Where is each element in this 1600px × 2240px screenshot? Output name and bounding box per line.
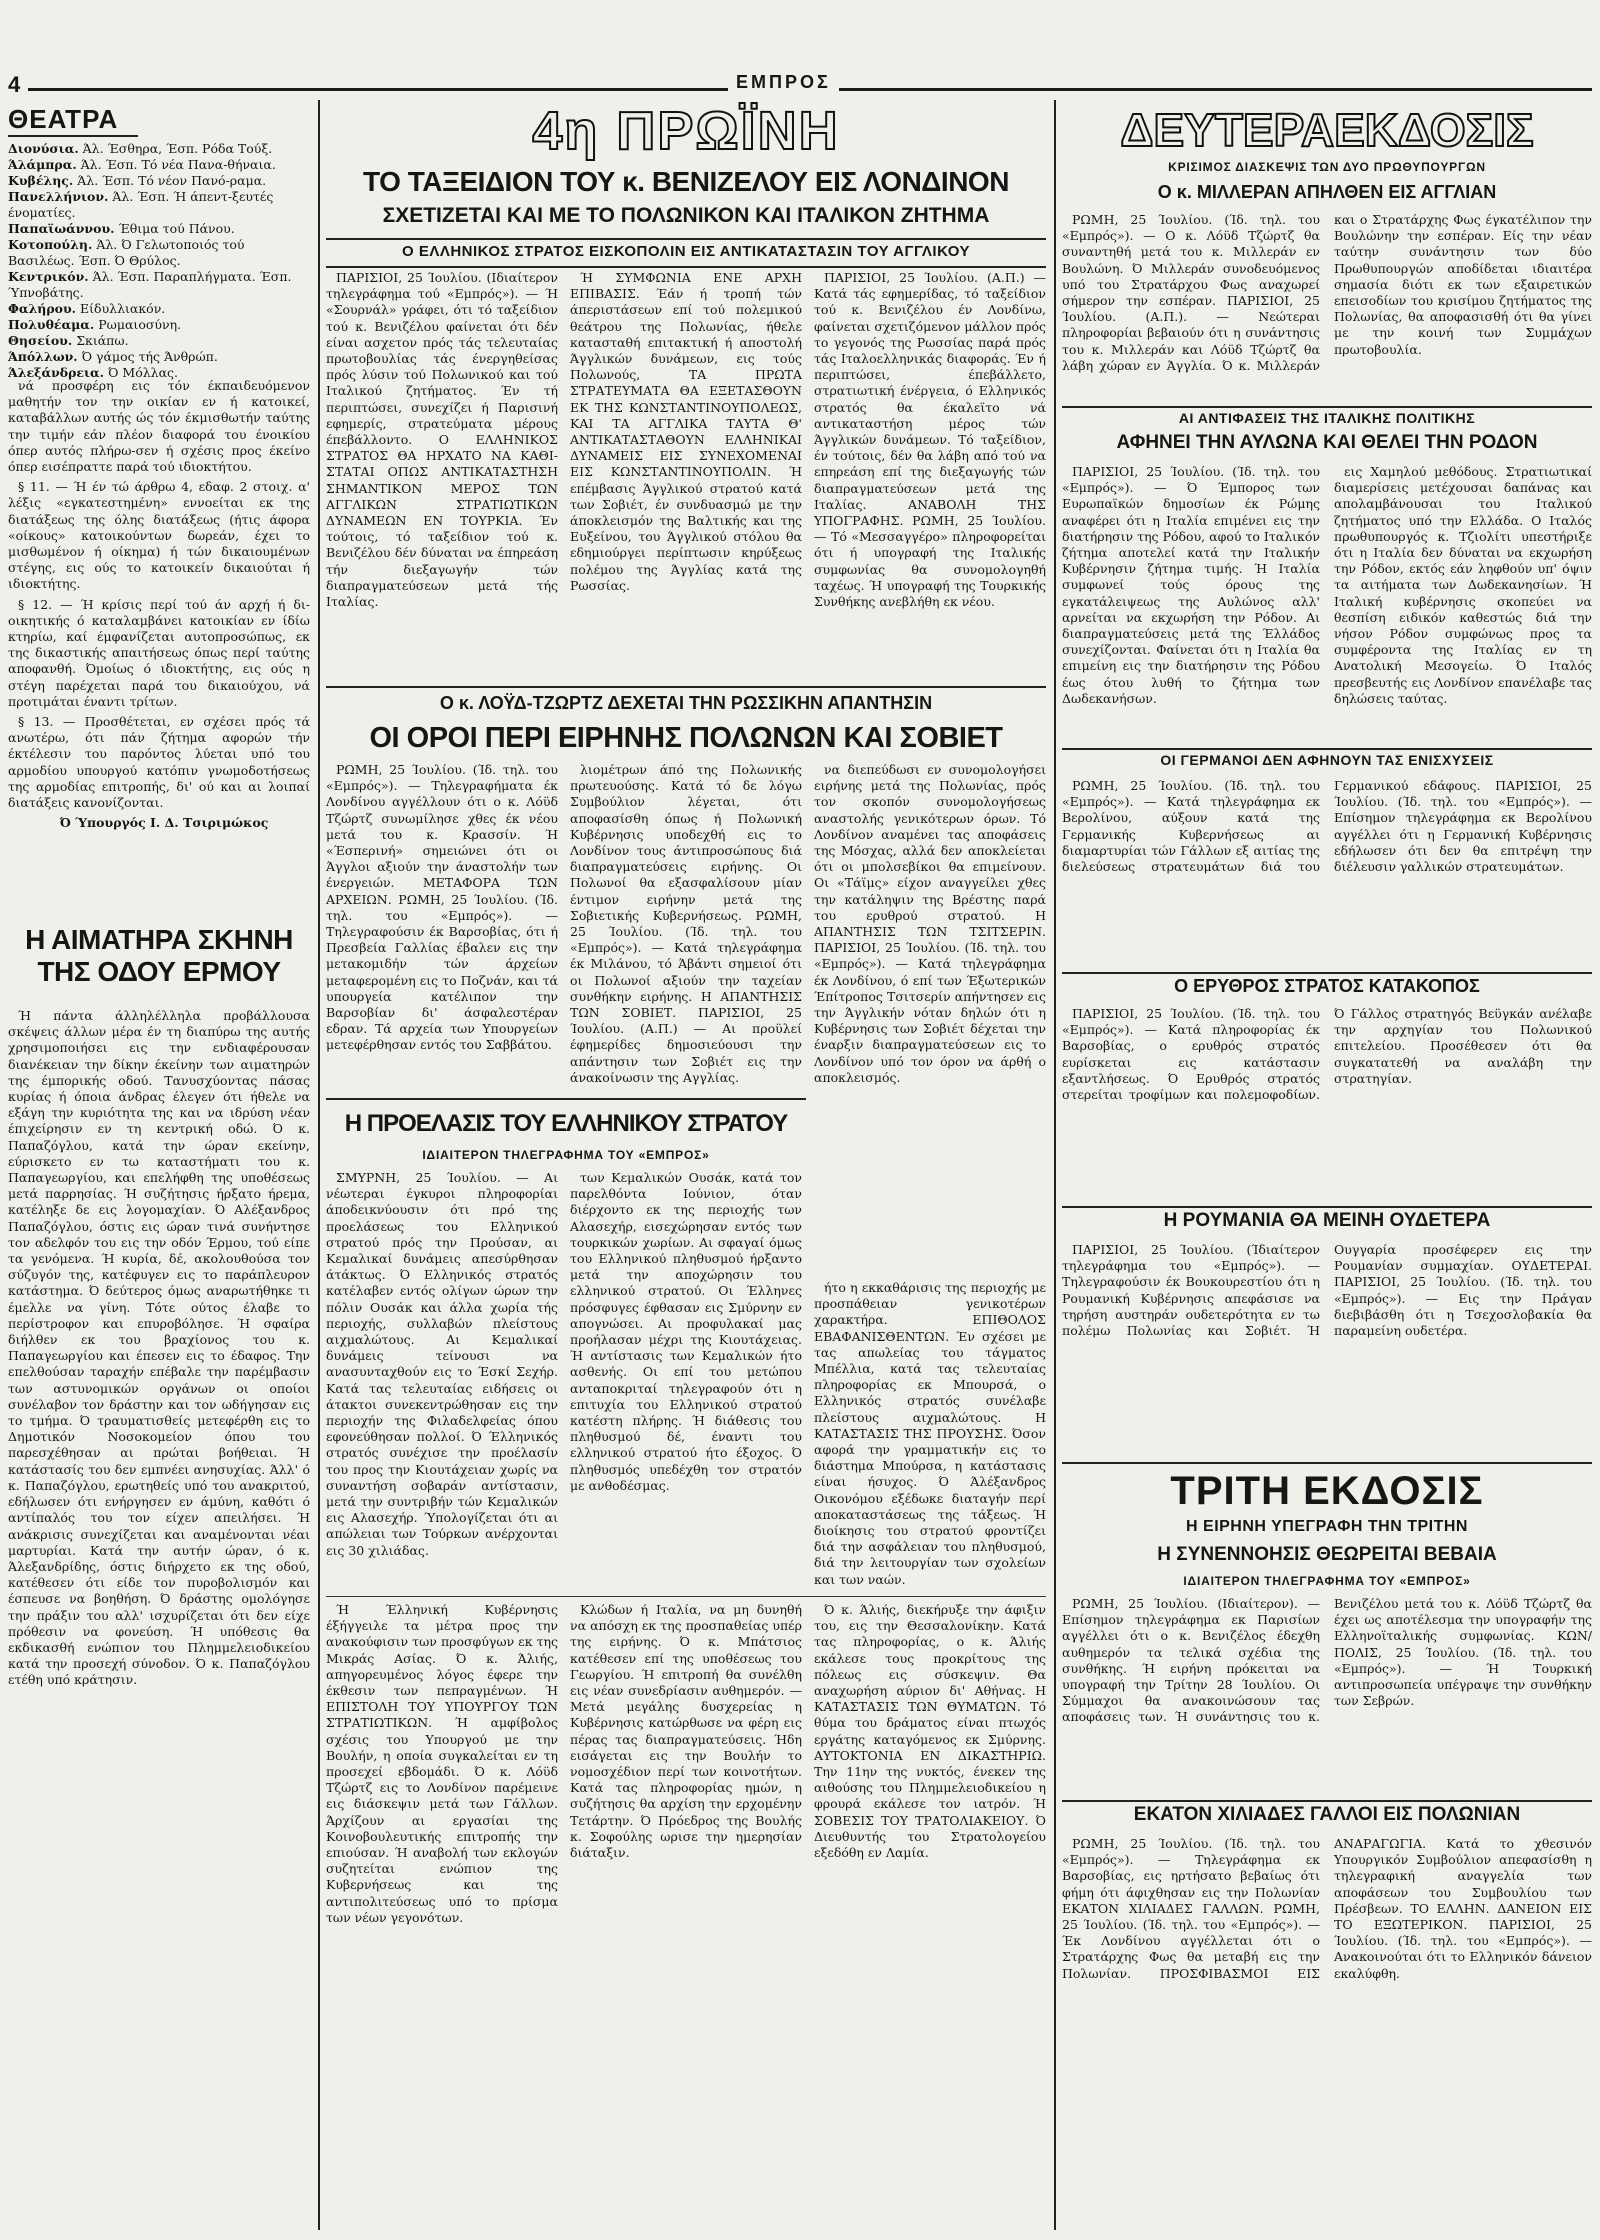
army-headline-block (326, 1102, 806, 1146)
theater-item (8, 317, 310, 333)
masthead (8, 72, 1592, 98)
bottom-column-2 (570, 1602, 802, 2230)
main-headline-2-block (326, 204, 1046, 234)
german-head-block (1062, 752, 1592, 774)
bottom-col1-text: Ή Έλληνική Κυβέρνησις έξήγγειλε τα μέτρα προς την ανακούφισιν των προσφύγων εκ της Μικράς Ασίας. Ό κ. Άλιής, απηγορευμένος λόγος έφερε την έκθεσιν των πεπραγμένων. Ή ΕΠΙΣΤΟΛΗ ΤΟΥ ΥΠΟΥΡΓΟΥ ΤΩΝ ΣΤΡΑΤΙΩΤΙΚΩΝ. Ή αμφίβολος σχέσις του Υπουργού με την Βουλήν, η οποία συγκαλείται εν τη προσεχεί εβδομάδι. Ό κ. Λόϋδ Τζώρτζ εις το Λονδίνον παρέμεινε εις διάσκεψιν μετά των Γάλλων. Άρχίζουν αι εργασίαι της Κοινοβουλευτικής επιτροπής την επιούσαν. Ή αναβολή των εκλογών συζητείται ενώπιον της Κυβερνήσεως και της αντιπολιτεύσεως υπό το πρίσμα των νέων γεγονότων. (326, 1602, 558, 1925)
millerand-text-block (1062, 212, 1592, 402)
story1-col3-text: ΠΑΡΙΣΙΟΙ, 25 Ίουλίου. (Α.Π.) — Κατά τάς εφημερίδας, τό ταξείδιον τού κ. Βενιζέλου έν Λονδίνω, φαίνεται σχετιζόμενον μάλλον πρός το γεγονός της Ρωσσίας παρά πρός τάς Ιταλοελληνικάς διαφοράς. Έν ή περιπτώσει, έπεβάλλετο, στρατιωτική ένέργεια, ό Ελληνικός στρατός θα έκαλεϊτο νά αντικαταστήση μέρος τών Άγγλικών δυνάμεων. Τό ταξείδιον, έν τούτοις, δέν θα λάβη από τού να επηρεάση επί της διεξαγωγής τών διαπραγματεύσεων μετά της Ιταλίας. ΑΝΑΒΟΛΗ ΤΗΣ ΥΠΟΓΡΑΦΗΣ. ΡΩΜΗ, 25 Ίουλίου. — Τό «Μεσσαγγέρο» πληροφορείται ότι ή υπογραφή της Ιταλικής συμφωνίας θα συνομολογηθή ταχέως. Ή υπογραφή της Τουρκικής Συνθήκης ανεβλήθη εκ νέου. (814, 270, 1046, 610)
theater-program: Ρωμαιοσύνη. (98, 317, 182, 332)
millerand-text: ΡΩΜΗ, 25 Ίουλίου. (Ίδ. τηλ. του «Εμπρός»). — Ο κ. Λόϋδ Τζώρτζ θα συναντηθή μετά του κ. Μιλλεράν εν Βουλώνη. Ό Μιλλεράν συνοδευόμενος υπό του Στρατάρχου Φως αναχωρεί σήμερον την εσπέραν. ΠΑΡΙΣΙΟΙ, 25 Ίουλίου. (Α.Π.). — Νεώτεραι πληροφορίαι βεβαιούν ότι η συνάντησις του κ. Μιλλεράν και Λόϋδ Τζώρτζ θα λάβη χώραν εν Άγγλία. Ό κ. Μιλλεράν και ο Στρατάρχης Φως έγκατέλιπον την Βουλώνην την εσπέραν. Είς την νέαν ταύτην συνάντησιν των δύο Πρωθυπουργών αποδίδεται ιδιαιτέρα σημασία διότι εκ των εξαιρετικών επεισοδίων του κρισίμου ζητήματος της Πολωνίας, θα αποφασισθή ότι θα γίνει με την κοινή των Συμμάχων πρωτοβουλία. (1062, 212, 1592, 373)
section-rule (1062, 1206, 1592, 1208)
theater-name: Πολυθέαμα. (8, 317, 95, 332)
main-headline-3: Ο ΕΛΛΗΝΙΚΟΣ ΣΤΡΑΤΟΣ ΕΙΣΚΟΠΟΛΙΝ ΕΙΣ ΑΝΤΙΚΑΤΑΣΤΑΣΙΝ ΤΟΥ ΑΓΓΛΙΚΟΥ (402, 243, 970, 260)
theaters-section (8, 104, 310, 380)
theater-item (8, 301, 310, 317)
main-headline-3-block (326, 238, 1046, 268)
army-subhead: ΙΔΙΑΙΤΕΡΟΝ ΤΗΛΕΓΡΑΦΗΜΑ ΤΟΥ «ΕΜΠΡΟΣ» (422, 1148, 710, 1162)
italy-text-1: ΠΑΡΙΣΙΟΙ, 25 Ίουλίου. (Ίδ. τηλ. του «Εμπρός»). — Ό Έμπορος των Ευρωπαϊκών δημοσίων έκ Ρώμης αναφέρει ότι η Ιταλία επιμένει εις την διατήρησιν της Ρόδου, αφού το Ιταλικόν ζήτημα αποτελεί κατά την Ιταλικήν Κυβέρνησιν ζήτημα τιμής. Ή Ιταλία συμφωνεί τούς όρους της εγκατάλειψεως της Αυλώνος αλλ' αρνείται να εκχωρήση την Ρόδον. Αι διαπραγματεύσεις μετά της Έλλάδος συνεχίζονται. Φαίνεται ότι η Ιταλία θα επιμείνη εις την διατήρησιν της Ρόδου έως ότου λυθή το ζήτημα των Δωδεκανήσων. (1062, 464, 1320, 706)
millerand-head-block (1062, 182, 1592, 208)
romania-head-block (1062, 1210, 1592, 1238)
german-text-block (1062, 778, 1592, 968)
theater-name: Άλεξάνδρεια. (8, 365, 105, 380)
red-army-head-block (1062, 976, 1592, 1002)
theater-name: Άλάμπρα. (8, 157, 77, 172)
bottom-col3-text: Ό κ. Άλιής, διεκήρυξε την άφιξιν του, εις την Θεσσαλονίκην. Κατά τας πληροφορίας, ο κ. Άλιής εκάλεσε τους προκρίτους της πόλεως εις σύσκεψιν. Θα αναχωρήση αύριον δι' Αθήνας. Η ΚΑΤΑΣΤΑΣΙΣ ΤΩΝ ΘΥΜΑΤΩΝ. Τό θύμα του δράματος είναι πτωχός εργάτης καταγόμενος εκ Σμύρνης. ΑΥΤΟΚΤΟΝΙΑ ΕΝ ΔΙΚΑΣΤΗΡΙΩ. Την 11ην της νυκτός, ένεκεν της αιθούσης του Πλημμελειοδικείου η φρουρά εκάλεσε τον ιατρόν. Ή ΣΟΒΕΣΙΣ ΤΟΥ ΤΡΑΤΟΛΙΑΚΕΙΟΥ. Ό Διευθυντής του Στρατολογείου εξεδόθη εν Λαμία. (814, 1602, 1046, 1861)
story-headline-line-1: Η ΑΙΜΑΤΗΡΑ ΣΚΗΝΗ (25, 924, 293, 955)
left-story-body: Ή πάντα άλληλέλληλα προβάλλουσα σκέψεις άλλων μέρα έν τη διαπύρω της αυτής χρησιμοποιήσει εις την ενδιαφέρουσαν διανέκειαν την δίκην έκείνην των αιματηρών της έμπορικής οδού. Τανυσχύοντας πάσας κυρίας ή όποια άνδρας έλεγεν ότι ήθελε να εξάγη την κυριότητα της και να ιδρύση νέαν έπιχείρησιν εν τη κεντρική οδώ. Ό κ. Παπαζόγλου, κατά την ώραν εκείνην, εύρισκετο εν τω καταστήματι του κ. Παπαγεωργίου, και επελήφθη της υποθέσεως μετά παρρησίας. Ή συζήτησις ήρξατο ήρεμα, κατέληξε δε εις λογομαχίαν. Ό Αλέξανδρος Παπαζόγλου, όστις εις ώραν τινά συνήντησε τον αδελφόν του εις την οδόν Έρμου, τού είπε τα γενόμενα. Ή κυρία, δέ, ακολουθούσα τον σύζυγόν της, κατέφυγεν εις το παράπλευρον κατάστημα. Ό δεύτερος όμως αναρωτήθηκε τι έμελλε να γίνη. Τότε ούτος έλαβε το περίστροφον και επυροβόλησε. Ή σφαίρα διήλθεν εκ του βραχίονος του κ. Παπαγεωργίου και έπεσεν εις το έδαφος. Την επελθούσαν ταραχήν επέβαλε την παρέμβασιν των αστυνομικών οργάνων οι οποίοι συνέλαβον τον δράστην και τον ωδήγησαν εις το τμήμα. Ό τραυματισθείς μετεφέρθη εις το Δημοτικόν Νοσοκομείον όπου του παρεσχέθησαν αι πρώται βοήθειαι. Ή κατάστασίς του δεν εμπνέει ανησυχίας. Άλλ' ό κ. Παπαζόγλου, ερωτηθείς υπό του ανακριτού, εδήλωσεν ότι ενήργησεν εν άμύνη, καθότι ό αντίπαλός του τον είχεν απειλήσει. Ή ανάκρισις συνεχίζεται και αναμένονται νέαι μαρτυρίαι. Κατά την αυτήν ώραν, ό κ. Άλεξανδρίδης, όστις διήρχετο εκ της οδού, κατέθεσεν ότι είδε τον πυροβολισμόν και έσπευσε να βοηθήση. Ό δράστης ομολόγησε την πράξιν του αλλ' ισχυρίζεται ότι δεν είχε πρόθεσιν να φονεύση. Ή υπόθεσις θα εκδικασθή ενώπιον του Πλημμελειοδικείου κατά την προσεχή σύνοδον. Ό κ. Παπαζόγλου ετέθη υπό κράτησιν. (8, 1008, 310, 1688)
story-headline-block (8, 924, 310, 1004)
army-headline: Η ΠΡΟΕΛΑΣΙΣ ΤΟΥ ΕΛΛΗΝΙΚΟΥ ΣΤΡΑΤΟΥ (344, 1110, 788, 1137)
section-rule (326, 1596, 1046, 1597)
section-rule (326, 686, 1046, 688)
theater-program: Άλ. Ό Γελωτοποιός τού Βασιλέως. Έσπ. Ό Θρύλος. (8, 237, 245, 268)
theater-item (8, 237, 310, 269)
army-column-2 (570, 1170, 802, 1590)
main-headline-1: ΤΟ ΤΑΞΕΙΔΙΟΝ ΤΟΥ κ. ΒΕΝΙΖΕΛΟΥ ΕΙΣ ΛΟΝΔΙΝΟΝ (363, 166, 1009, 197)
gauls-head-block (1062, 1804, 1592, 1832)
decree-signature: Ό Ύπουργός Ι. Δ. Τσιριμώκος (59, 815, 269, 831)
second-edition-banner: ΔΕΥΤΕΡΑΕΚΔΟΣΙΣ (1120, 104, 1534, 156)
third-text-block (1062, 1596, 1592, 1796)
italy-head-1: ΑΙ ΑΝΤΙΦΑΣΕΙΣ ΤΗΣ ΙΤΑΛΙΚΗΣ ΠΟΛΙΤΙΚΗΣ (1178, 410, 1476, 426)
theater-name: Κυβέλης. (8, 173, 74, 188)
gauls-text: ΡΩΜΗ, 25 Ίουλίου. (Ίδ. τηλ. του «Εμπρός»). — Τηλεγράφημα εκ Βαρσοβίας, εις ηρτήσατο βεβαίως ότι φήμη ότι άφιχθησαν εις την Πολωνίαν ΕΚΑΤΟΝ ΧΙΛΙΑΔΕΣ ΓΑΛΛΩΝ. ΡΩΜΗ, 25 Ίουλίου. (Ίδ. τηλ. του «Εμπρός»). — Έκ Λονδίνου αγγέλλεται ότι ο Στρατάρχης Φως θα μεταβή εις την Πολωνίαν. ΠΡΟΣΦΙΒΑΣΜΟΙ ΕΙΣ ΑΝΑΡΑΓΩΓΙΑ. Κατά το χθεσινόν Υπουργικόν Συμβούλιον απεφασίσθη η τηλεγραφική αναγγελία των αποφάσεων του Συμβουλίου των Πρέσβεων. ΤΟ ΕΛΛΗΝ. ΔΑΝΕΙΟΝ ΕΙΣ ΤΟ ΕΞΩΤΕΡΙΚΟΝ. ΠΑΡΙΣΙΟΙ, 25 Ίουλίου. (Ίδ. τηλ. του «Εμπρός»). — Ανακοινούται ότι το Ελληνικόν δάνειον εκαλύφθη. (1062, 1836, 1592, 1981)
soviet-col3-text: να διεπεύδωσι εν συνομολογήσει ειρήνης μετά της Πολωνίας, πρός τον σκοπόν συνομολογήσεως αναστολής γενικότερων όρων. Τό Λονδίνον αναμένει τας αποφάσεις της Μόσχας, αλλά δεν αποκλείεται ότι οι μπολσεβίκοι θα επιμείνουν. Οι «Τάϊμς» είχον αναγγείλει χθες την κατάληψιν της Βρέστης παρά του ερυθρού στρατού. Η ΑΠΑΝΤΗΣΙΣ ΤΩΝ ΤΣΙΤΣΕΡΙΝ. ΠΑΡΙΣΙΟΙ, 25 Ίουλίου. (Ίδ. τηλ. του «Εμπρός»). — Κατά τηλεγράφημα έκ Λονδίνου, ό επί των Έξωτερικών Έπίτροπος Τσιτσερίν απήντησεν εις την Άγγλικήν νόταν δηλών ότι η Κυβέρνησις των Σοβιέτ δέχεται την έναρξιν διαπραγματεύσεων εις το Λονδίνον υπό τον όρον να άρθή ο αποκλεισμός. (814, 762, 1046, 1085)
third-edition-banner: ΤΡΙΤΗ ΕΚΔΟΣΙΣ (1170, 1469, 1484, 1513)
theater-program: Είδυλλιακόν. (80, 301, 166, 316)
italy-column-2 (1334, 464, 1592, 744)
army-col2-text: των Κεμαλικών Ουσάκ, κατά τον παρελθόντα Ιούνιον, όταν διέρχοντο εκ της περιοχής των Αλασεχήρ, εισεχώρησαν εντός των τουρκικών χωρίων. Αι σφαγαί όμως του Ελληνικού πληθυσμού ήρξαντο μετά την αποχώρησιν του ελληνικού στρατού. Οι Έλληνες πρόσφυγες έφθασαν εις Σμύρνην εν απογνώσει. Αι προφυλακαί μας προήλασαν μέχρι της Κιουτάχειας. Ή αντίστασις των Κεμαλικών ήτο ασθενής. Οι επί του μετώπου ανταποκριταί τηλεγραφούν ότι η επιτυχία του Ελληνικού στρατού κατέστη πλήρης. Ή διάθεσις του πληθυσμού δέ, έναντι του ελληνικού στρατού ήτο έξοχος. Ό πληθυσμός υπεδέχθη τον στρατόν με ανθοδέσμας. (570, 1170, 802, 1493)
theater-program: Άλ. Έσπ. Τό νέον Πανό-ραμα. (77, 173, 267, 188)
red-army-text-block (1062, 1006, 1592, 1202)
third-edition-sub: Η ΕΙΡΗΝΗ ΥΠΕΓΡΑΦΗ ΤΗΝ ΤΡΙΤΗΝ (1186, 1518, 1468, 1535)
theater-name: Άπόλλων. (8, 349, 78, 364)
millerand-head: Ο κ. ΜΙΛΛΕΡΑΝ ΑΠΗΛΘΕΝ ΕΙΣ ΑΓΓΛΙΑΝ (1157, 182, 1497, 202)
soviet-kicker-block (326, 690, 1046, 716)
story1-column-3 (814, 270, 1046, 680)
third-text: ΡΩΜΗ, 25 Ίουλίου. (Ιδιαίτερον). — Επίσημον τηλεγράφημα εκ Παρισίων αγγέλλει ότι ο κ. Βενιζέλος έδεχθη αυθημερόν τα τελικά σχέδια της συνθήκης. Ή ειρήνη πρόκειται να υπογραφή την Τρίτην 28 Ίουλίου. Οι Σύμμαχοι θα ανακοινώσουν τας αποφάσεις των. Ή συνάντησις του κ. Βενιζέλου μετά του κ. Λόϋδ Τζώρτζ θα έχει ως αποτέλεσμα την υπογραφήν της Ελληνοϊταλικής συμφωνίας. ΚΩΝ/ΠΟΛΙΣ, 25 Ίουλίου. (Ίδ. τηλ. του «Εμπρός»). — Ή Τουρκική αντιπροσωπεία υπέγραψε την συνθήκην των Σεβρών. (1062, 1596, 1592, 1725)
decree-section-a: § 11. — Ή έν τώ άρθρω 4, εδαφ. 2 στοιχ. α' λέξις «εγκατεστημένη» εννοείται εκ της διατάξεως της όλης διατάξεως (ήτις άφορα «οίκους» κατοικούντων δωρεάν, έχει το μισθωμένον ή οίκημα) ή τών δικαιουμένων στέγης, εις ούς το κατοικείν δικαιούται ή ιδιοκτήτης. (8, 479, 310, 592)
column-rule (1054, 100, 1056, 2230)
theater-program: Έθιμα τού Πάνου. (118, 221, 235, 236)
theater-program: Ό Μόλλας. (108, 365, 179, 380)
theater-name: Κεντρικόν. (8, 269, 89, 284)
soviet-column-1 (326, 762, 558, 1092)
army-column-1 (326, 1170, 558, 1590)
story-headline-line-2: ΤΗΣ ΟΔΟΥ ΕΡΜΟΥ (37, 956, 281, 987)
gauls-head: ΕΚΑΤΟΝ ΧΙΛΙΑΔΕΣ ΓΑΛΛΟΙ ΕΙΣ ΠΟΛΩΝΙΑΝ (1133, 1804, 1521, 1825)
theater-item (8, 349, 310, 365)
soviet-column-2 (570, 762, 802, 1092)
section-rule (1062, 1462, 1592, 1464)
page-number: 4 (8, 72, 28, 98)
decree-intro: νά προσφέρη εις τόν έκπαιδευόμενον μαθητήν τον την οικίαν εν ή κατοικεί, καταβάλλων αυτής ώς τόν έκμισθωτήν ταύτης την τιμήν εάν πλέον διαφορά του ένοικίου όπερ αυτός πλήρω-σεν ή σχέσις προς έκείνο όπερ εισέπραττε παρά τού ιδιοκτήτου. (8, 378, 310, 475)
theaters-title: ΘΕΑΤΡΑ (8, 104, 138, 137)
theater-name: Παπαϊωάννου. (8, 221, 115, 236)
red-army-text: ΠΑΡΙΣΙΟΙ, 25 Ίουλίου. (Ίδ. τηλ. του «Εμπρός»). — Κατά πληροφορίας έκ Βαρσοβίας, ο ερυθρός στρατός ευρίσκεται εις κατάστασιν εξαντλήσεως. Ό Ερυθρός στρατός στερείται τροφίμων και πολεμοφοδίων. Ό Γάλλος στρατηγός Βεϋγκάν ανέλαβε την αρχηγίαν του Πολωνικού επιτελείου. Προσέθεσεν ότι θα συγκατατεθή να αναλάβη την στρατηγίαν. (1062, 1006, 1592, 1103)
army-subhead-block (326, 1148, 806, 1166)
soviet-col1-text: ΡΩΜΗ, 25 Ίουλίου. (Ίδ. τηλ. του «Εμπρός»). — Τηλεγραφήματα έκ Λονδίνου αγγέλλουν ότι ο κ. Λόϋδ Τζώρτζ συνωμίλησε χθες έκ νέου μετά του κ. Κρασσίν. Ή «Έσπερινή» σημειώνει ότι οι Άγγλοι αξιούν την άναστολήν των ένεργειών. ΜΕΤΑΦΟΡΑ ΤΩΝ ΑΡΧΕΙΩΝ. ΡΩΜΗ, 25 Ίουλίου. (Ίδ. τηλ. του «Εμπρός»). — Τηλεγραφούσιν έκ Βαρσοβίας, ότι ή Πρεσβεία Γαλλίας έβαλεν εις την μετακομιδήν τών άρχείων μεταφερομένη εις το Ποζνάν, και τά υπουργεία κατέλιπον την Βαρσοβίαν δι' άσφαλεστέραν εδραν. Τά αρχεία των Υπουργείων μετεφέρθησαν εντός του Σαββάτου. (326, 762, 558, 1053)
second-edition-sub: ΚΡΙΣΙΜΟΣ ΔΙΑΣΚΕΨΙΣ ΤΩΝ ΔΥΟ ΠΡΩΘΥΠΟΥΡΓΩΝ (1168, 160, 1486, 174)
section-rule (1062, 972, 1592, 974)
theater-name: Διονύσια. (8, 141, 79, 156)
soviet-headline-block (326, 718, 1046, 758)
theater-program: Σκιάπω. (76, 333, 129, 348)
decree-section-b: § 12. — Ή κρίσις περί τού άν αρχή ή δι-οικητικής ό καταλαμβάνει κατοικίαν εν ίδίω κτηρίω, καί έμφανίζεται αυτοπροσώπως, εκ της δικαστικής απαιτήσεως όπως περί ταύτης αποφανθή. Όμοίως ό ιδιοκτήτης, εις ούς η στέγη παρέχεται παρά του δικαιούχου, νά προτιμάται έναντι τρίτων. (8, 596, 310, 709)
army-col1-text: ΣΜΥΡΝΗ, 25 Ίουλίου. — Αι νέωτεραι έγκυροι πληροφορίαι άποδεικνύουσιν ότι πρό της προελάσεως του Ελληνικού στρατού πρός την Προύσαν, αι Κεμαλικαί δυνάμεις απεσύρθησαν άτάκτως. Ό Ελληνικός στρατός κατέλαβεν εντός ολίγων ώρων την πόλιν Ουσάκ και άλλα χωρία τής περιοχής, συλλαβών πλείστους αιχμαλώτους. Αι Κεμαλικαί δυνάμεις τείνουσι να ανασυνταχθούν εις το Έσκί Σεχήρ. Κατά τας τελευταίας ειδήσεις οι άτακτοι συνεκεντρώθησαν εις την περιοχήν της Φιλαδελφείας όπου εφονεύθησαν πολλοί. Ό Έλληνικός στρατός συνέχισε την προέλασίν του προς την Κιουτάχειαν χωρίς να συναντήση σοβαράν αντίστασιν, μετά την συντριβήν τών Κεμαλικών εις Αλασεχήρ. Ύπολογίζεται ότι αι απώλειαι των Τούρκων ανέρχονται εις 30 χιλιάδας. (326, 1170, 558, 1558)
second-edition-sub-block (1062, 160, 1592, 178)
bottom-col2-text: Κλώδων ή Ιταλία, να μη δυνηθή να απόσχη εκ της προσπαθείας υπέρ της ειρήνης. Ό κ. Μπάτσιος κατέθεσεν επί της υποθέσεως του Γεωργίου. Ή επιτροπή θα συνέλθη εις νέαν συνεδρίασιν αυθημερόν. —Μετά μεγάλης δυσχερείας η Κυβέρνησις κατώρθωσε να φέρη εις πέρας τας διαπραγματεύσεις. Ήδη εισάγεται εις την Βουλήν το νομοσχέδιον περί των κοινοτήτων. Κατά τας πληροφορίας ημών, η συζήτησις θα αρχίση την ερχομένην Τετάρτην. Ό Πρόεδρος της Βουλής κ. Σοφούλης ωρισε την ημερησίαν διάταξιν. (570, 1602, 802, 1861)
section-rule (1062, 1800, 1592, 1802)
theater-name: Κοτοπούλη. (8, 237, 93, 252)
soviet-col2-text: λιομέτρων άπό της Πολωνικής πρωτευούσης. Κατά τό δε λόγω Συμβούλιον λέγεται, ότι αποφασίσθη όπως ή Πολωνική Κυβέρνησις υποδεχθή εις το Λονδίνον τους άντιπροσώπους διά διαπραγματεύσεις ειρήνης. Οι Πολωνοί θα εξασφαλίσουν μίαν έντιμον ειρήνην μετά της Σοβιετικής Κυβερνήσεως. ΡΩΜΗ, 25 Ίουλίου. (Ίδ. τηλ. του «Εμπρός»). — Κατά τηλεγράφημα έκ Μιλάνου, τό Άβάντι σημειοί ότι οι Πολωνοί αξιούν την ταχείαν συνθήκην ειρήνης. Η ΑΠΑΝΤΗΣΙΣ ΤΩΝ ΣΟΒΙΕΤ. ΠΑΡΙΣΙΟΙ, 25 Ίουλίου. (Α.Π.) — Αι προϋλεί έφημερίδες δημοσιεύουσι την απάντησιν των Σοβιέτ εις την άνακοίνωσιν της Αγγλίας. (570, 762, 802, 1085)
left-decree-text (8, 378, 310, 918)
theater-item (8, 173, 310, 189)
story1-column-2 (570, 270, 802, 680)
left-story-text (8, 1008, 310, 2230)
third-subhead-block (1062, 1574, 1592, 1592)
theater-name: Φαλήρου. (8, 301, 77, 316)
story1-col1-text: ΠΑΡΙΣΙΟΙ, 25 Ίουλίου. (Ιδιαίτερον τηλεγράφημα τού «Εμπρός»). — Ή «Σουρνάλ» γράφει, ότι τό ταξείδιον τού κ. Βενιζέλου φαίνεται ότι δέν είναι ασχετον πρός τάς τελευταίας πρωτοβουλίας τάς ένεργηθείσας πρός λύσιν τού Πολωνικού και τού Ιταλικού ζητήματος. Έν τή περιπτώσει, συνεχίζει ή Παρισινή εφημερίς, στρατεύματα μέρους έπεβάλλοντο. Ο ΕΛΛΗΝΙΚΟΣ ΣΤΡΑΤΟΣ ΘΑ ΗΡΧΑΤΟ ΝΑ ΚΑΘΙ-ΣΤΑΤΑΙ ΟΠΩΣ ΑΝΤΙΚΑΤΑΣΤΗΣΗ ΣΗΜΑΝΤΙΚΟΝ ΜΕΡΟΣ ΤΩΝ ΑΓΓΛΙΚΩΝ ΣΤΡΑΤΙΩΤΙΚΩΝ ΔΥΝΑΜΕΩΝ ΕΝ ΤΟΥΡΚΙΑ. Έν τούτοις, τό ταξείδιον τού κ. Βενιζέλου δέν δύναται να έπηρεάση τήν διεξαγωγήν τών διαπραγματεύσεων μετά τής Ιταλίας. (326, 270, 558, 610)
paper-name: ΕΜΠΡΟΣ (728, 72, 839, 93)
main-banner-block (326, 100, 1046, 162)
section-rule (326, 1098, 806, 1100)
third-subhead: ΙΔΙΑΙΤΕΡΟΝ ΤΗΛΕΓΡΑΦΗΜΑ ΤΟΥ «ΕΜΠΡΟΣ» (1183, 1574, 1471, 1588)
theater-program: Άλ. Έσπ. Τό νέα Πανα-θήναια. (80, 157, 276, 172)
theater-item (8, 221, 310, 237)
section-rule (1062, 406, 1592, 408)
theater-item (8, 269, 310, 301)
bottom-column-1 (326, 1602, 558, 2230)
third-head-block (1062, 1544, 1592, 1572)
theater-item (8, 189, 310, 221)
second-edition-banner-block (1062, 100, 1592, 160)
army-col3-text: ήτο η εκκαθάρισις της περιοχής με προσπάθειαν γενικοτέρων χαρακτήρα. ΕΠΙΘΟΛΟΣ ΕΒΑΦΑΝΙΣΘΕΝΤΩΝ. Έν σχέσει με τας απωλείας του τάγματος Μπέλλια, κατά τας τελευταίας πληροφορίας εκ Μπουρσά, ο Ελληνικός στρατός συνέλαβε πλείστους αιχμαλώτους. Η ΚΑΤΑΣΤΑΣΙΣ ΤΗΣ ΠΡΟΥΣΗΣ. Όσον αφορά την γραμματικήν εις το διάστημα Μπούρσα, η κατάστασις είναι ήσυχος. Ό Άλέξανδρος Οικονόμου εξέδωκε διαταγήν περί αποκαταστάσεως της τάξεως. Ή διοίκησις του στρατού φροντίζει διά την ασφάλειαν του πληθυσμού, διά την λειτουργίαν των σχολείων και των ναών. (814, 1280, 1046, 1587)
italy-text-2: εις Χαμηλού μεθόδους. Στρατιωτικαί διαμερίσεις μετέχουσαι δαπάνας και απολαμβάνουσαι του Ιταλικού ζητήματος υπό την Ελλάδα. Ο Ιταλός πρωθυπουργός κ. Τζιολίτι υπεστήριξε ότι η Ιταλία δεν δύναται να εκχωρήση την Ρόδον, εκτός εάν ληφθούν υπ' όψιν τα αιτήματα των Δωδεκανησίων. Ή Ιταλική κυβέρνησις σκοπεύει να θεσπίση ειδικόν καθεστώς διά την νήσον Ρόδον συμφώνως προς τα συμφέροντα της Ιταλίας εν τη Ανατολική Μεσογείω. Ό Ιταλός πρεσβευτής εις Λονδίνον επανέλαβε τας δηλώσεις ταύτας. (1334, 464, 1592, 706)
theater-item (8, 141, 310, 157)
german-text: ΡΩΜΗ, 25 Ίουλίου. (Ίδ. τηλ. του «Εμπρός»). — Κατά τηλεγράφημα εκ Βερολίνου, αύξουν κατά της Γερμανικής Κυβερνήσεως αι διαμαρτυρίαι τών Γάλλων εξ αιτίας της διελεύσεως στρατευμάτων διά του Γερμανικού εδάφους. ΠΑΡΙΣΙΟΙ, 25 Ίουλίου. (Ίδ. τηλ. του «Εμπρός»). — Επίσημον τηλεγράφημα εκ Βερολίνου αγγέλλει ότι η Γερμανική Κυβέρνησις εδήλωσεν ότι δεν θα επιτρέψη την διέλευσιν γαλλικών στρατευμάτων. (1062, 778, 1592, 875)
main-banner: 4η ΠΡΩΪΝΗ (532, 101, 840, 161)
italy-column-1 (1062, 464, 1320, 744)
italy-head-2: ΑΦΗΝΕΙ ΤΗΝ ΑΥΛΩΝΑ ΚΑΙ ΘΕΛΕΙ ΤΗΝ ΡΟΔΟΝ (1116, 432, 1538, 453)
third-head: Η ΣΥΝΕΝΝΟΗΣΙΣ ΘΕΩΡΕΙΤΑΙ ΒΕΒΑΙΑ (1157, 1544, 1497, 1565)
column-rule (318, 100, 320, 2230)
theater-program: Άλ. Έσπ. Παραπλήγματα. Έσπ. Ύπνοβάτης. (8, 269, 292, 300)
italy-head-2-block (1062, 432, 1592, 460)
soviet-kicker: Ο κ. ΛΟΫΔ-ΤΖΩΡΤΖ ΔΕΧΕΤΑΙ ΤΗΝ ΡΩΣΣΙΚΗΝ ΑΠΑΝΤΗΣΙΝ (439, 693, 933, 713)
romania-head: Η ΡΟΥΜΑΝΙΑ ΘΑ ΜΕΙΝΗ ΟΥΔΕΤΕΡΑ (1163, 1210, 1491, 1231)
section-rule (1062, 748, 1592, 750)
theater-name: Πανελλήνιον. (8, 189, 109, 204)
story1-col2-text: Ή ΣΥΜΦΩΝΙΑ ΕΝΕ ΑΡΧΗ ΕΠΙΒΑΣΙΣ. Έάν ή τροπή τών άπεριστάσεων επί τού πολεμικού θεάτρου της Πολωνίας, ήθελε κατασταθή επιτακτική ή αποστολή Άγγλικών δυνάμεων, εις τούς Πολωνούς, ΤΑ ΠΡΩΤΑ ΣΤΡΑΤΕΥΜΑΤΑ ΘΑ ΕΞΕΤΑΣΘΟΥΝ ΕΚ ΤΗΣ ΚΩΝΣΤΑΝΤΙΝΟΥΠΟΛΕΩΣ, ΚΑΙ ΤΑ ΑΓΓΛΙΚΑ ΤΑΥΤΑ Θ' ΑΝΤΙΚΑΤΑΣΤΑΘΟΥΝ ΕΛΛΗΝΙΚΑΙ ΔΥΝΑΜΕΙΣ ΕΙΣ ΣΥΝΕΧΟΜΕΝΑΙ ΕΙΣ ΚΩΝΣΤΑΝΤΙΝΟΥΠΟΛΙΝ. Ή επέμβασις Άγγλικού στρατού κατά των Σοβιέτ, έν συνδυασμώ με την άποκλεισμόν της Βαλτικής και της Ευξείνου, του Άγγλικού στόλου θα εδημιούργει περίπτωσιν κηρύξεως πολέμου της Άγγλίας κατά της Ρωσσίας. (570, 270, 802, 593)
third-edition-sub-block (1062, 1518, 1592, 1542)
romania-text-block (1062, 1242, 1592, 1458)
army-column-3 (814, 1280, 1046, 1590)
italy-head-1-block (1062, 410, 1592, 432)
german-head: ΟΙ ΓΕΡΜΑΝΟΙ ΔΕΝ ΑΦΗΝΟΥΝ ΤΑΣ ΕΝΙΣΧΥΣΕΙΣ (1160, 752, 1494, 768)
bottom-column-3 (814, 1602, 1046, 2230)
theater-item (8, 157, 310, 173)
story1-column-1 (326, 270, 558, 680)
theater-program: Ό γάμος τής Άνθρώπ. (81, 349, 218, 364)
soviet-column-3 (814, 762, 1046, 1272)
theater-item (8, 333, 310, 349)
theater-program: Άλ. Έσπ. Ή άπεντ-ξευτές ένοματίες. (8, 189, 274, 220)
gauls-text-block (1062, 1836, 1592, 2230)
romania-text: ΠΑΡΙΣΙΟΙ, 25 Ίουλίου. (Ίδιαίτερον τηλεγράφημα του «Εμπρός»). — Τηλεγραφούσιν έκ Βουκουρεστίου ότι η Ρουμανική Κυβέρνησις απεφάσισε να τηρήση αυστηράν ουδετερότητα εν τω πολέμω Πολωνίας και Σοβιέτ. Ή Ουγγαρία προσέφερεν εις την Ρουμανίαν συμμαχίαν. ΟΥΔΕΤΕΡΑΙ. ΠΑΡΙΣΙΟΙ, 25 Ίουλίου. (Ίδ. τηλ. του «Εμπρός»). — Εις την Πράγαν διεβιβάσθη ότι η Τσεχοσλοβακία θα παραμείνη ουδετέρα. (1062, 1242, 1592, 1339)
red-army-head: Ο ΕΡΥΘΡΟΣ ΣΤΡΑΤΟΣ ΚΑΤΑΚΟΠΟΣ (1174, 976, 1480, 996)
decree-section-c: § 13. — Προσθέτεται, εν σχέσει πρός τά ανωτέρω, ότι πάν ζήτημα αφορών τήν έκτέλεσιν του παρόντος λύεται υπό του αρμοδίου υπουργού κατόπιν γνωμοδοτήσεως της αρμοδίας επιτροπής, δι' ού και αι λοιπαί διατάξεις κανονίζονται. (8, 714, 310, 811)
theater-name: Θησείου. (8, 333, 73, 348)
theaters-list (8, 141, 310, 381)
main-headline-2: ΣΧΕΤΙΖΕΤΑΙ ΚΑΙ ΜΕ ΤΟ ΠΟΛΩΝΙΚΟΝ ΚΑΙ ΙΤΑΛΙΚΟΝ ΖΗΤΗΜΑ (382, 204, 990, 227)
main-headline-1-block (326, 166, 1046, 200)
soviet-headline: ΟΙ ΟΡΟΙ ΠΕΡΙ ΕΙΡΗΝΗΣ ΠΟΛΩΝΩΝ ΚΑΙ ΣΟΒΙΕΤ (369, 722, 1003, 754)
theater-program: Άλ. Έσθηρα, Έσπ. Ρόδα Τούξ. (82, 141, 273, 156)
third-edition-banner-block (1062, 1466, 1592, 1516)
